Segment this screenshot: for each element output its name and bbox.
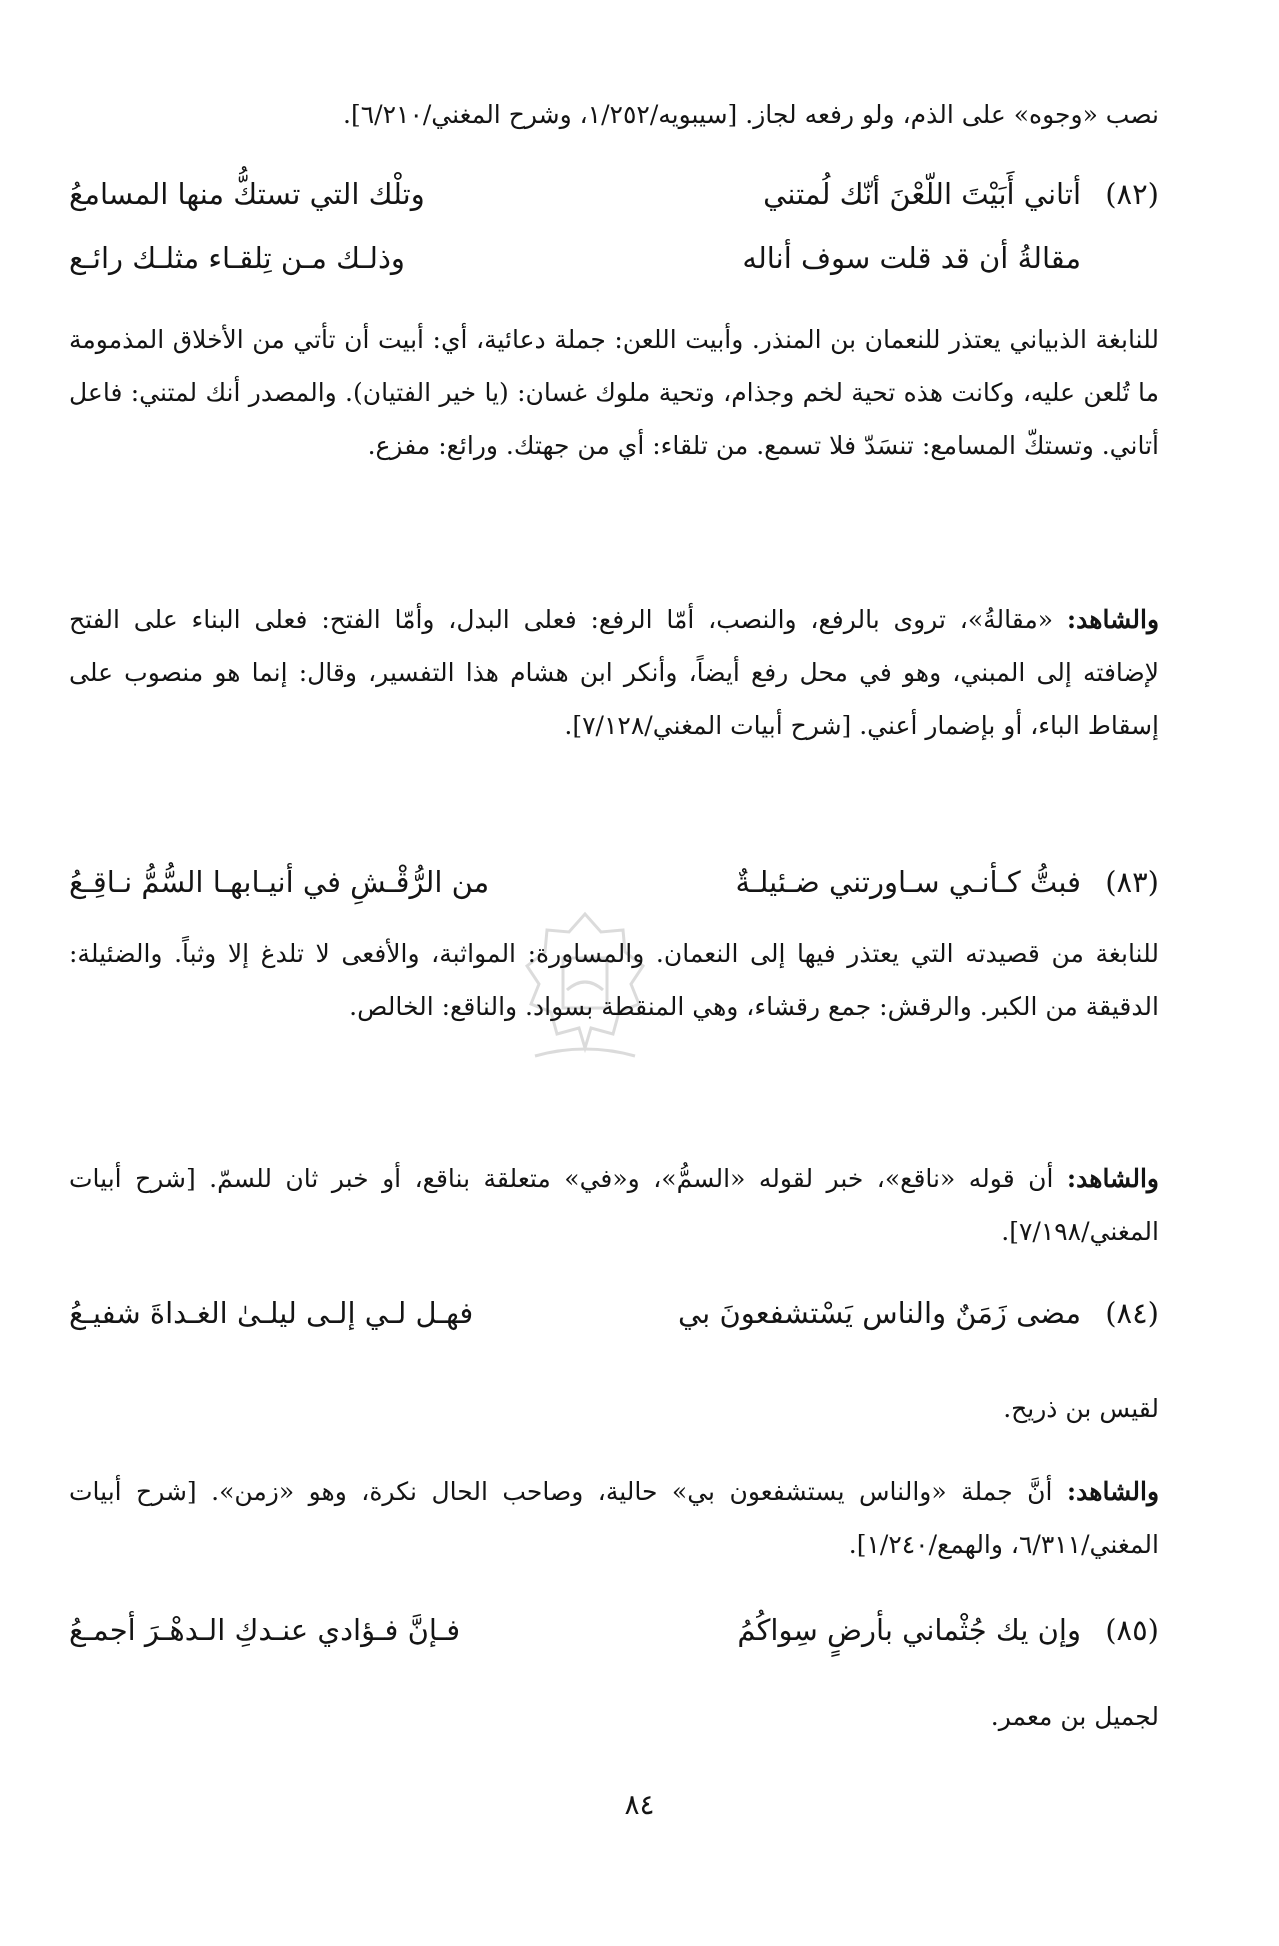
verse-82-commentary xyxy=(69,313,1159,472)
verse-83-shahid-paragraph xyxy=(69,1152,1159,1258)
verse-82-shahid xyxy=(69,593,1159,752)
verse-85-hemistich-1: وإن يك جُثْماني بأرضٍ سِواكُمُ xyxy=(737,1613,1081,1647)
verse-82-line-1 xyxy=(69,164,1159,224)
verse-83-commentary xyxy=(69,927,1159,1033)
verse-82-shahid-text: «مقالةُ»، تروى بالرفع، والنصب، أمّا الرفع: فعلى البدل، وأمّا الفتح: فعلى البناء على الفتح لإضافته إلى المبني، وهو في محل رفع أيضاً، وأنكر ابن هشام هذا التفسير، وقال: إنما هو منصوب على إسقاط الباء، أو بإضمار أعني. [شرح أبيات المغني/٧/١٢٨]. xyxy=(69,605,1159,740)
verse-84-poet xyxy=(69,1382,1159,1435)
verse-82-number: (٨٢) xyxy=(1105,177,1159,211)
verse-84-shahid-text: أنَّ جملة «والناس يستشفعون بي» حالية، وصاحب الحال نكرة، وهو «زمن». [شرح أبيات المغني/٦/٣١١، والهمع/١/٢٤٠]. xyxy=(69,1477,1159,1559)
verse-82-hemistich-4: وذلـك مـن تِلقـاء مثلـك رائـع xyxy=(69,241,405,275)
verse-85 xyxy=(69,1600,1159,1660)
verse-83-shahid xyxy=(69,1152,1159,1258)
verse-84-number: (٨٤) xyxy=(1105,1296,1159,1330)
verse-85-hemistich-2: فـإنَّ فـؤادي عنـدكِ الـدهْـرَ أجمـعُ xyxy=(69,1613,461,1647)
verse-84-poet-text: لقيس بن ذريح. xyxy=(1003,1394,1159,1423)
verse-84 xyxy=(69,1283,1159,1343)
verse-83-commentary-text: للنابغة من قصيدته التي يعتذر فيها إلى النعمان. والمساورة: المواثبة، والأفعى لا تلدغ إلا وثباً. والضئيلة: الدقيقة من الكبر. والرقش: جمع رقشاء، وهي المنقطة بسواد. والناقع: الخالص. xyxy=(69,939,1159,1021)
verse-82-hemistich-2: وتلْك التي تستكُّ منها المسامعُ xyxy=(69,177,425,211)
verse-83 xyxy=(69,852,1159,912)
verse-85-number: (٨٥) xyxy=(1105,1613,1159,1647)
verse-83-hemistich-2: من الرُّقْـشِ في أنيـابهـا السُّمُّ نـاقِـعُ xyxy=(69,865,490,899)
verse-83-number: (٨٣) xyxy=(1105,865,1159,899)
top-note-text: نصب «وجوه» على الذم، ولو رفعه لجاز. [سيبويه/١/٢٥٢، وشرح المغني/٦/٢١٠]. xyxy=(343,100,1159,129)
verse-83-hemistich-1: فبتُّ كـأنـي سـاورتني ضـئيلـةٌ xyxy=(735,865,1081,899)
top-note xyxy=(69,88,1159,141)
verse-84-hemistich-2: فهـل لـي إلـى ليلـىٰ الغـداةَ شفيـعُ xyxy=(69,1296,474,1330)
verse-85-poet xyxy=(69,1690,1159,1743)
verse-82-commentary-text: للنابغة الذبياني يعتذر للنعمان بن المنذر. وأبيت اللعن: جملة دعائية، أي: أبيت أن تأتي من الأخلاق المذمومة ما تُلعن عليه، وكانت هذه تحية لخم وجذام، وتحية ملوك غسان: (يا خير الفتيان). والمصدر أنك لمتني: فاعل أتاني. وتستكّ المسامع: تنسَدّ فلا تسمع. من تلقاء: أي من جهتك. ورائع: مفزع. xyxy=(69,325,1159,460)
verse-85-poet-text: لجميل بن معمر. xyxy=(990,1702,1159,1731)
verse-84-hemistich-1: مضى زَمَنٌ والناس يَسْتشفعونَ بي xyxy=(678,1296,1081,1330)
verse-84-shahid-paragraph xyxy=(69,1465,1159,1571)
verse-82-shahid-label: والشاهد: xyxy=(1066,605,1160,634)
verse-82-hemistich-3: مقالةُ أن قد قلت سوف أناله xyxy=(742,241,1081,275)
verse-82-shahid-paragraph xyxy=(69,593,1159,752)
verse-84-shahid-label: والشاهد: xyxy=(1066,1477,1160,1506)
verse-82-hemistich-1: أتاني أَبَيْتَ اللّعْنَ أنّك لُمتني xyxy=(763,177,1081,211)
verse-82-line-2 xyxy=(69,228,1159,288)
verse-83-shahid-text: أن قوله «ناقع»، خبر لقوله «السمُّ»، و«في» متعلقة بناقع، أو خبر ثان للسمّ. [شرح أبيات المغني/٧/١٩٨]. xyxy=(69,1164,1159,1246)
verse-83-shahid-label: والشاهد: xyxy=(1066,1164,1159,1193)
verse-84-shahid xyxy=(69,1465,1159,1571)
page-number: ٨٤ xyxy=(624,1788,655,1821)
